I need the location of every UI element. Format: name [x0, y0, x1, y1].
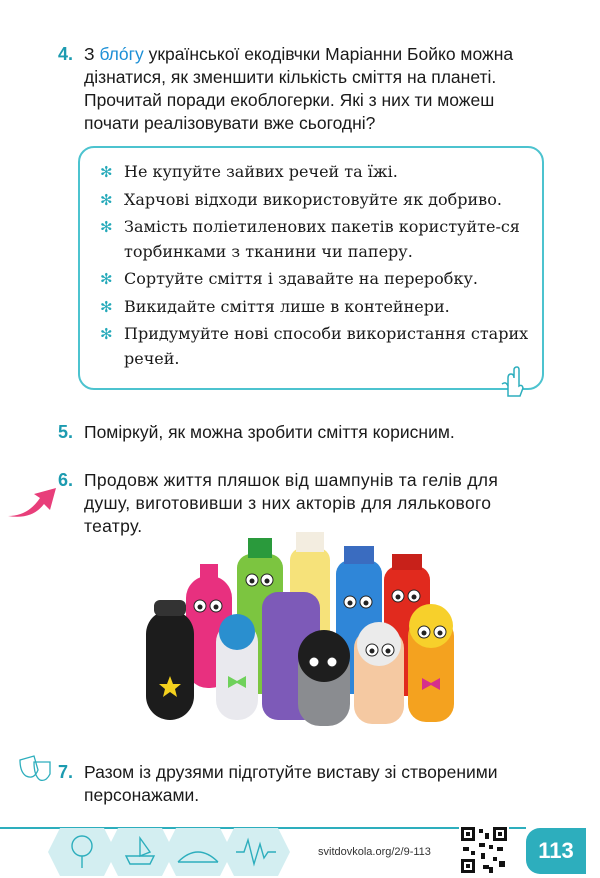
- tip-item: ✻ Не купуйте зайвих речей та їжі.: [100, 160, 530, 185]
- task-5-text: Поміркуй, як можна зробити сміття корисним.: [84, 422, 455, 442]
- asterisk-icon: ✻: [100, 190, 113, 209]
- task-4-post: української екодівчки Маріанни Бойко можна: [143, 44, 514, 64]
- blog-link[interactable]: блóгу: [99, 44, 144, 64]
- tip-item: ✻ Викидайте сміття лише в контейнери.: [100, 295, 530, 320]
- tip-item: ✻ Придумуйте нові способи використання старих речей.: [100, 324, 529, 368]
- task-4-pre: З: [84, 44, 100, 64]
- asterisk-icon: ✻: [100, 325, 113, 343]
- curved-arrow-icon: [6, 486, 58, 522]
- asterisk-icon: ✻: [100, 163, 113, 181]
- task-7-line1: Разом із друзями підготуйте виставу зі створеними: [84, 762, 498, 782]
- task-7-line2: персонажами.: [84, 785, 200, 805]
- task-4-text: [84, 43, 513, 135]
- page-number: 113: [526, 828, 586, 874]
- qr-code[interactable]: [459, 825, 509, 875]
- tip-item: ✻ Замість поліетиленових пакетів користуйте-ся торбинками з тканини чи паперу.: [100, 217, 520, 261]
- footer-icons-strip: [0, 822, 600, 878]
- task-4-line4: почати реалізовувати вже сьогодні?: [84, 113, 376, 133]
- theater-masks-icon: [16, 752, 56, 784]
- task-7-text: [84, 761, 498, 807]
- task-4-line2: дізнатися, як зменшити кількість сміття на планеті.: [84, 67, 497, 87]
- tips-list: [100, 160, 530, 374]
- tip-item: ✻ Сортуйте сміття і здавайте на переробку.: [100, 267, 530, 292]
- task-4-line3: Прочитай поради екоблогерки. Які з них ти можеш: [84, 90, 495, 110]
- task-6-line3: театру.: [84, 516, 143, 536]
- footer-url[interactable]: svitdovkola.org/2/9-113: [318, 846, 431, 858]
- pointing-hand-icon: [498, 366, 526, 400]
- task-6-line1: Продовж життя пляшок від шампунів та гелів для: [84, 470, 499, 490]
- tip-item: ✻ Харчові відходи використовуйте як добриво.: [100, 188, 530, 213]
- task-4-number: 4.: [58, 44, 74, 64]
- task-6-number: 6.: [58, 470, 74, 490]
- bottle-puppets-image: [140, 526, 470, 726]
- asterisk-icon: ✻: [100, 297, 113, 316]
- task-6-line2: душу, виготовивши з них акторів для лялькового: [84, 493, 492, 513]
- task-5-number: 5.: [58, 422, 74, 442]
- asterisk-icon: ✻: [100, 270, 113, 288]
- asterisk-icon: ✻: [100, 218, 113, 236]
- task-7-number: 7.: [58, 762, 74, 782]
